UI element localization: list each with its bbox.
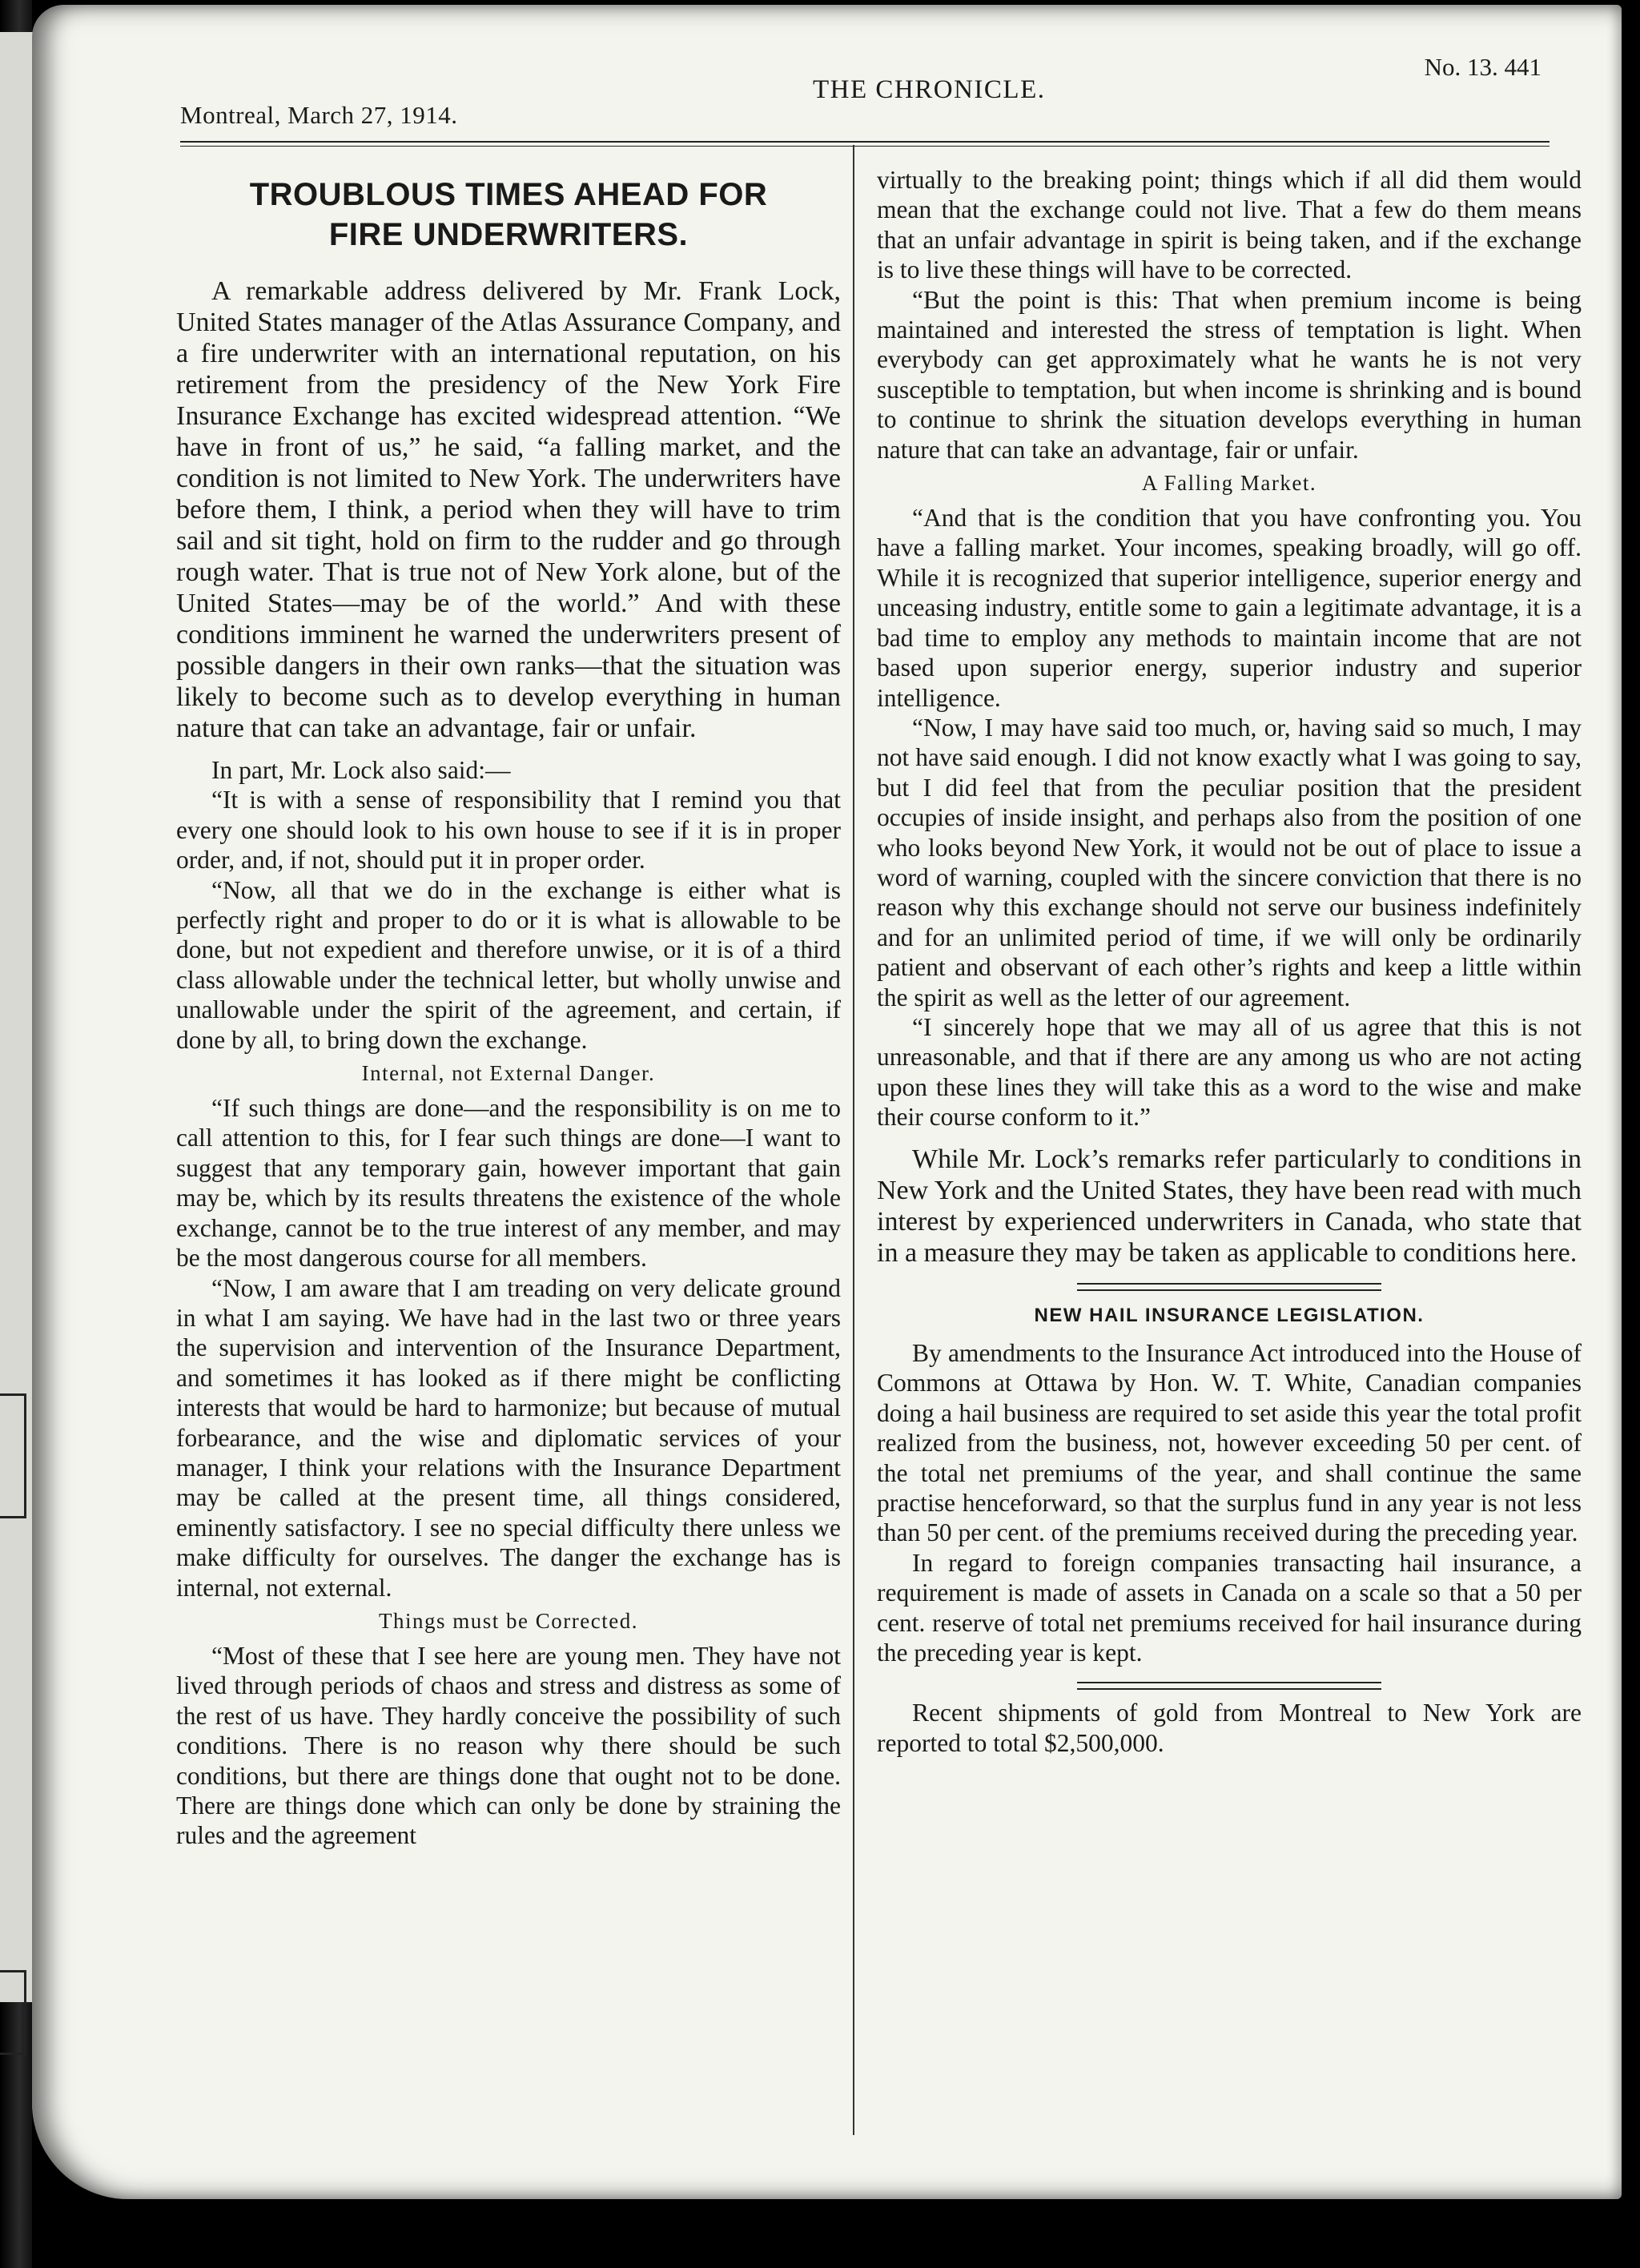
adjacent-page-frame	[0, 1393, 26, 1518]
header-title: THE CHRONICLE.	[813, 75, 1046, 104]
article-title-line: TROUBLOUS TIMES AHEAD FOR	[249, 177, 768, 212]
article-paragraph: virtually to the breaking point; things which if all did them would mean that the exchange could not live. That a few do them means that an unfair advantage in spirit is being taken, and if the exchange is to live these things will have to be corrected.	[877, 166, 1582, 284]
subheading-internal-danger: Internal, not External Danger.	[361, 1061, 656, 1086]
section-rule	[1077, 1283, 1381, 1291]
article-title-line: FIRE UNDERWRITERS.	[328, 217, 689, 252]
article-closing-paragraph: While Mr. Lock’s remarks refer particularly to conditions in New York and the United States, they have been read with much interest by experienced underwriters in Canada, who state that in a measure they may be taken as applicable to conditions here.	[877, 1144, 1582, 1268]
gold-shipment-note: Recent shipments of gold from Montreal to New York are reported to total $2,500,000.	[877, 1699, 1582, 1757]
section-rule	[1077, 1682, 1381, 1690]
header-rule	[180, 141, 1550, 147]
left-column	[176, 165, 841, 1851]
newspaper-page	[32, 5, 1622, 2199]
article-paragraph: “If such things are done—and the responsibility is on me to call attention to this, for I fear such things are done—I want to suggest that any temporary gain, however important that gain may be, which by its results threatens the existence of the whole exchange, cannot be to the true interest of any member, and may be the most dangerous course for all members.	[176, 1094, 841, 1273]
article-title	[176, 175, 841, 255]
page-header	[180, 53, 1574, 149]
subheading-things-corrected: Things must be Corrected.	[379, 1608, 638, 1633]
header-issue-number: No. 13. 441	[1424, 53, 1542, 81]
column-divider	[853, 145, 854, 2135]
article-paragraph: A remarkable address delivered by Mr. Frank Lock, United States manager of the Atlas Assurance Company, and a fire underwriter with an international reputation, on his retirement from the presidency of the New York Fire Insurance Exchange has excited widespread attention. “We have in front of us,” he said, “a falling market, and the condition is not limited to New York. The underwriters have before them, I think, a period when they will have to trim sail and sit tight, hold on firm to the rudder and go through rough water. That is true not of New York alone, but of the United States—may be of the world.” And with these conditions imminent he warned the underwriters present of possible dangers in their own ranks—that the situation was likely to become such as to develop everything in human nature that can take an advantage, fair or unfair.	[176, 276, 841, 743]
header-date: Montreal, March 27, 1914.	[180, 101, 458, 129]
article-paragraph: “It is with a sense of responsibility that I remind you that every one should look to his own house to see if it is in proper order, and, if not, should put it in proper order.	[176, 786, 841, 875]
article-paragraph: In part, Mr. Lock also said:—	[211, 756, 511, 784]
article-paragraph: “Now, I may have said too much, or, having said so much, I may not have said enough. I did not know exactly what I was going to say, but I did feel that from the peculiar position that the president occupies of inside insight, and perhaps also from the position of one who looks beyond New York, it would not be out of place to issue a word of warning, coupled with the sincere conviction that there is no reason why this exchange should not serve our business indefinitely and for an unlimited period of time, if we will only be ordinarily patient and observant of each other’s rights and keep a little within the spirit as well as the letter of our agreement.	[877, 713, 1582, 1011]
article-paragraph: “Most of these that I see here are young men. They have not lived through periods of chaos and stress and distress as some of the rest of us have. They hardly conceive the possibility of such conditions. There is no reason why there should be such conditions, but there are things done that ought not to be done. There are things done which can only be done by straining the rules and the agreement	[176, 1641, 841, 1850]
article-paragraph: “Now, I am aware that I am treading on very delicate ground in what I am saying. We have had in the last two or three years the supervision and intervention of the Insurance Department, and sometimes it has looked as if there might be conflicting interests that would be hard to harmonize; but because of mutual forbearance, and the wise and diplomatic services of your manager, I think your relations with the Insurance Department may be called at the present time, all things considered, eminently satisfactory. I see no special difficulty there unless we make difficulty for ourselves. The danger the exchange has is internal, not external.	[176, 1273, 841, 1602]
right-column	[877, 165, 1582, 1758]
subheading-falling-market: A Falling Market.	[1141, 471, 1317, 496]
article-paragraph: “But the point is this: That when premium income is being maintained and interested the stress of temptation is light. When everybody can get approximately what he wants he is not very susceptible to temptation, but when income is shrinking and is bound to continue to shrink the situation develops everything in human nature that can take an advantage, fair or unfair.	[877, 285, 1582, 464]
hail-article-title: NEW HAIL INSURANCE LEGISLATION.	[1034, 1304, 1425, 1326]
hail-paragraph: In regard to foreign companies transacting hail insurance, a requirement is made of assets in Canada on a scale so that a 50 per cent. reserve of total net premiums received for hail insurance during the preceding year is kept.	[877, 1548, 1582, 1667]
article-paragraph: “I sincerely hope that we may all of us agree that this is not unreasonable, and that if there are any among us who are not acting upon these lines they will take this as a word to the wise and make their course conform to it.”	[877, 1012, 1582, 1132]
article-paragraph: “And that is the condition that you have confronting you. You have a falling market. Your incomes, speaking broadly, will go off. While it is recognized that superior intelligence, superior energy and unceasing industry, entitle some to gain a legitimate advantage, it is a bad time to employ any methods to maintain income that are not based upon superior energy, superior industry and superior intelligence.	[877, 504, 1582, 712]
hail-paragraph: By amendments to the Insurance Act introduced into the House of Commons at Ottawa by Hon. W. T. White, Canadian companies doing a hail business are required to set aside this year the total profit realized from the business, not, however exceeding 50 per cent. of the total net premiums of the year, and shall continue the same practise henceforward, so that the surplus fund in any year is not less than 50 per cent. of the premiums received during the preceding year.	[877, 1339, 1582, 1547]
adjacent-page-frame	[0, 1970, 26, 2055]
article-paragraph: “Now, all that we do in the exchange is either what is perfectly right and proper to do or it is what is allowable to be done, but not expedient and therefore unwise, or it is of a third class allowable under the technical letter, but wholly unwise and unallowable under the spirit of the agreement, and certain, if done by all, to bring down the exchange.	[176, 875, 841, 1054]
